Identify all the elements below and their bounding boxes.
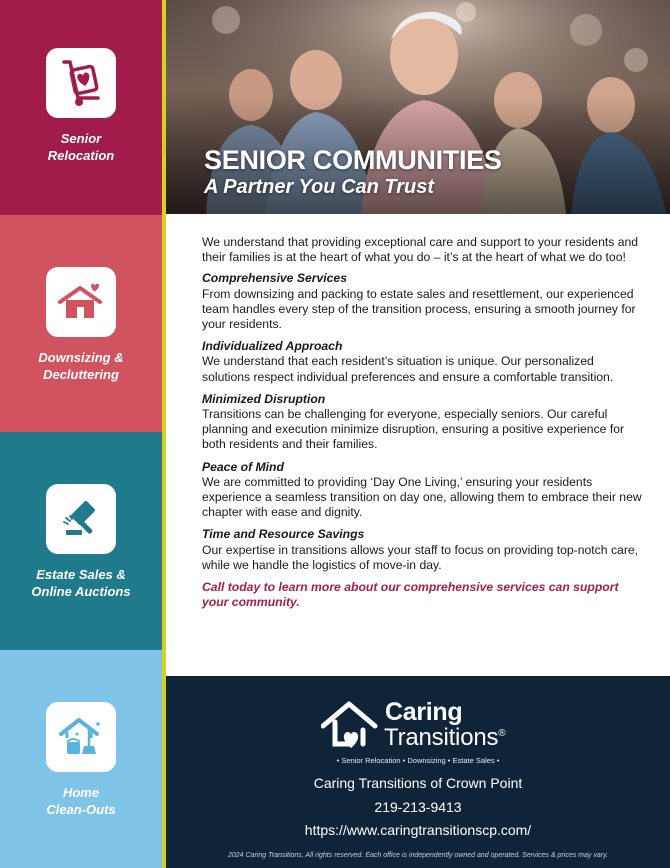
website-link[interactable]: https://www.caringtransitionscp.com/ <box>304 822 532 838</box>
hero-banner <box>166 0 670 214</box>
section-body: We are committed to providing ‘Day One Living,’ ensuring your residents experience a seamless transition on day one, allowing them to embrace their new chapter with ease and dignity. <box>202 474 642 520</box>
hand-truck-heart-icon <box>46 48 116 118</box>
section-body: We understand that each resident’s situation is unique. Our personalized solutions respect individual preferences and ensure a comfortable transition. <box>202 354 614 384</box>
sidebar-label-downsizing <box>0 349 162 383</box>
section-heading: Individualized Approach <box>202 339 343 354</box>
sidebar-item-estate-sales <box>0 432 162 650</box>
house-cleaning-icon <box>46 702 116 772</box>
sidebar-item-downsizing <box>0 215 162 432</box>
section-heading: Time and Resource Savings <box>202 527 365 542</box>
sidebar-label-line2: Online Auctions <box>31 584 131 599</box>
sidebar-label-line2: Decluttering <box>43 367 119 382</box>
gavel-icon <box>46 484 116 554</box>
sidebar-label-line2: Clean-Outs <box>46 802 116 817</box>
phone-number[interactable]: 219-213-9413 <box>374 799 462 815</box>
section-body: Transitions can be challenging for everyone, especially seniors. Our careful planning and execution minimize disruption, ensuring a positive experience for both residents and their families. <box>202 407 625 452</box>
sidebar-label-line1: Estate Sales & <box>36 567 126 582</box>
legal-disclaimer: 2024 Caring Transitions, All rights reserved. Each office is independently owned and operated. Services & prices may vary. <box>227 852 608 859</box>
section-heading: Peace of Mind <box>202 459 284 474</box>
house-heart-icon <box>46 267 116 337</box>
sidebar-item-senior-relocation <box>0 0 162 215</box>
service-sidebar <box>0 0 162 868</box>
main-content <box>202 235 642 610</box>
call-to-action: Call today to learn more about our comprehensive services can support your community. <box>202 580 619 610</box>
brand-tagline: • Senior Relocation • Downsizing • Estate Sales • <box>336 756 500 765</box>
brand-name-line1: Caring <box>385 698 463 726</box>
sidebar-item-home-clean-outs <box>0 650 162 868</box>
brand-name-line2 <box>384 724 505 752</box>
brand-transitions-text: Transitions <box>384 724 499 751</box>
sidebar-label-estate-sales <box>0 566 162 600</box>
page-subtitle: A Partner You Can Trust <box>204 176 435 198</box>
sidebar-label-line1: Senior <box>60 131 102 146</box>
intro-paragraph: We understand that providing exceptional care and support to your residents and their families is at the heart of what you do – it’s at the heart of what we do too! <box>202 235 639 265</box>
sidebar-label-line2: Relocation <box>47 148 115 163</box>
footer <box>166 676 670 868</box>
section-body: Our expertise in transitions allows your staff to focus on providing top-notch care, while we handle the logistics of move-in day. <box>202 542 639 572</box>
registered-mark: ® <box>498 728 506 739</box>
section-heading: Comprehensive Services <box>202 271 347 286</box>
office-name: Caring Transitions of Crown Point <box>313 775 523 791</box>
sidebar-label-senior-relocation <box>0 130 162 164</box>
section-heading: Minimized Disruption <box>202 391 326 406</box>
page-title: SENIOR COMMUNITIES <box>204 145 502 175</box>
section-body: From downsizing and packing to estate sales and resettlement, our experienced team handles every step of the transition process, ensuring a smooth journey for your residents. <box>202 286 636 332</box>
sidebar-label-home-clean-outs <box>0 784 162 818</box>
sidebar-label-line1: Home <box>62 785 100 800</box>
sidebar-label-line1: Downsizing & <box>38 350 124 365</box>
